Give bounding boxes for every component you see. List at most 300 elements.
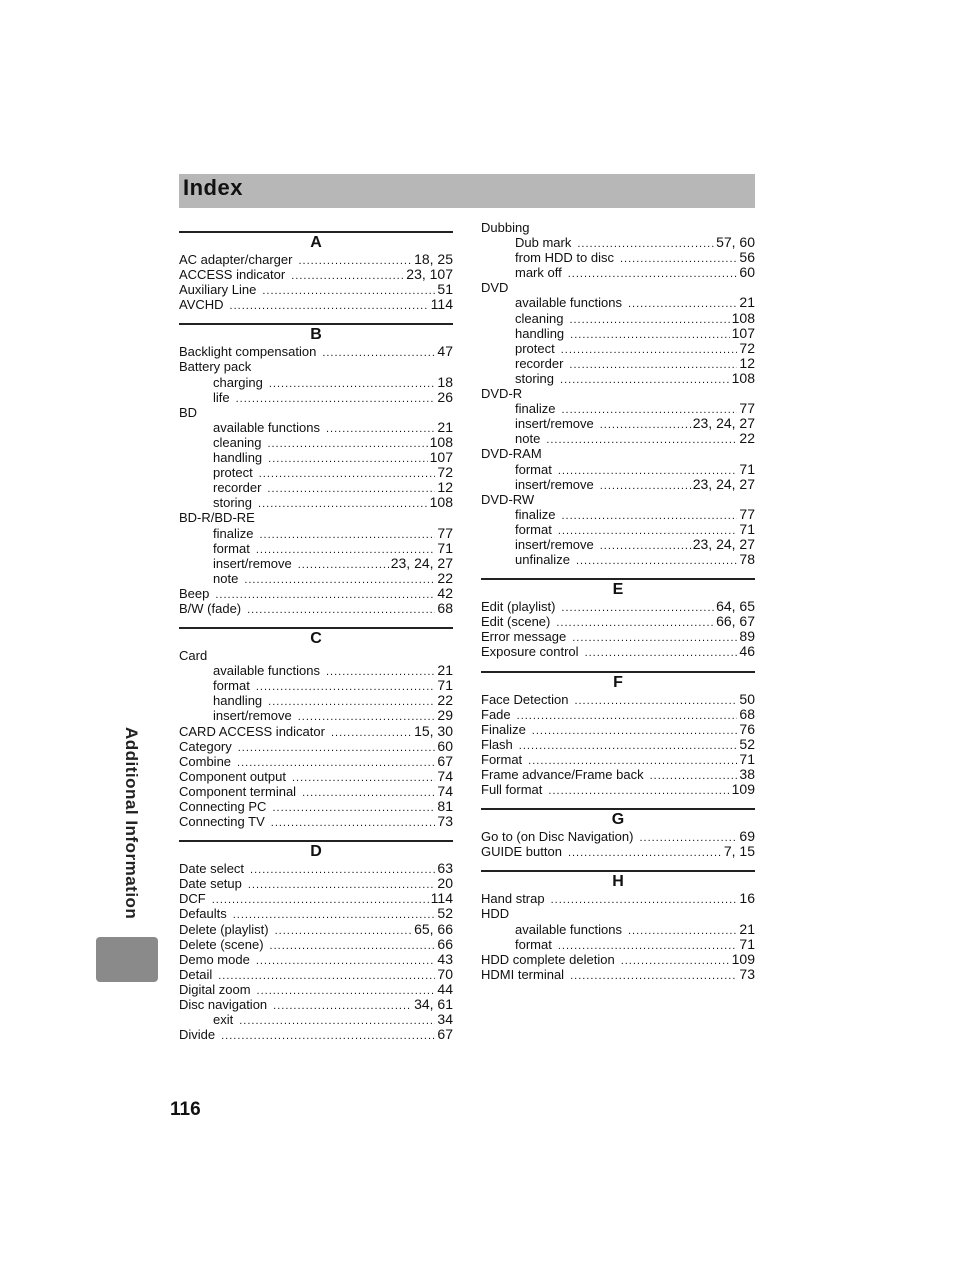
entry-label: Delete (scene) (179, 936, 264, 952)
index-subentry (179, 663, 453, 678)
entry-label: insert/remove (515, 476, 594, 492)
entry-page-ref: 73 (739, 965, 755, 982)
index-subentry (481, 552, 755, 567)
index-subentry (179, 390, 453, 405)
index-entry (179, 739, 453, 754)
entry-label: storing (515, 370, 555, 386)
entry-label: Date setup (179, 876, 242, 892)
entry-label: Format (481, 751, 523, 767)
index-subentry (179, 1012, 453, 1027)
index-subentry (481, 431, 755, 446)
entry-page-ref: 16 (739, 890, 755, 907)
dot-leader (212, 893, 429, 908)
index-entry (179, 922, 453, 937)
entry-label: Demo mode (179, 951, 250, 967)
dot-leader (568, 846, 722, 861)
entry-page-ref: 107 (731, 324, 755, 341)
index-subentry (481, 522, 755, 537)
entry-label: finalize (515, 401, 556, 417)
entry-label: Divide (179, 1027, 216, 1043)
dot-leader (247, 603, 435, 618)
index-entry (179, 724, 453, 739)
entry-label: life (213, 389, 230, 405)
index-entry (179, 769, 453, 784)
entry-label: insert/remove (515, 416, 594, 432)
dot-leader (221, 1029, 435, 1044)
entry-page-ref: 42 (437, 584, 453, 601)
entry-label: Edit (playlist) (481, 599, 556, 615)
index-subentry (481, 416, 755, 431)
entry-page-ref: 21 (437, 418, 453, 435)
dot-leader (262, 284, 435, 299)
entry-page-ref: 67 (437, 1026, 453, 1043)
entry-page-ref: 64, 65 (716, 598, 755, 615)
dot-leader (322, 346, 435, 361)
entry-label: Digital zoom (179, 981, 251, 997)
index-subentry (481, 295, 755, 310)
entry-page-ref: 26 (437, 388, 453, 405)
dot-leader (639, 831, 737, 846)
index-group-heading: HDD (481, 906, 510, 922)
entry-label: Auxiliary Line (179, 282, 257, 298)
entry-label: mark off (515, 265, 562, 281)
entry-page-ref: 108 (429, 494, 453, 511)
dot-leader (258, 497, 428, 512)
entry-label: Full format (481, 782, 543, 798)
index-subentry (179, 450, 453, 465)
index-subentry (481, 937, 755, 952)
index-subentry (179, 435, 453, 450)
index-section (481, 578, 755, 659)
index-subentry (179, 375, 453, 390)
index-entry (179, 982, 453, 997)
dot-leader (621, 954, 730, 969)
entry-page-ref: 77 (437, 524, 453, 541)
index-subentry (481, 477, 755, 492)
entry-label: Component terminal (179, 783, 297, 799)
entry-label: DCF (179, 891, 206, 907)
entry-page-ref: 71 (739, 520, 755, 537)
entry-label: Exposure control (481, 644, 579, 660)
entry-label: insert/remove (213, 555, 292, 571)
entry-label: Beep (179, 585, 210, 601)
entry-page-ref: 108 (731, 309, 755, 326)
dot-leader (248, 878, 436, 893)
entry-page-ref: 34 (437, 1011, 453, 1028)
entry-page-ref: 72 (437, 464, 453, 481)
index-group-heading: DVD-RW (481, 491, 535, 507)
dot-leader (561, 601, 714, 616)
index-subentry (179, 693, 453, 708)
entry-label: Connecting PC (179, 799, 267, 814)
index-entry (179, 799, 453, 814)
index-entry (179, 861, 453, 876)
dot-leader (585, 646, 738, 661)
entry-page-ref: 7, 15 (723, 843, 755, 860)
index-entry (481, 782, 755, 797)
section-letter-heading: G (481, 808, 755, 829)
entry-label: Fade (481, 706, 511, 722)
index-entry (481, 644, 755, 659)
entry-page-ref: 74 (437, 767, 453, 784)
dot-leader (561, 509, 737, 524)
dot-leader (257, 984, 436, 999)
entry-page-ref: 66 (437, 935, 453, 952)
entry-label: handling (213, 693, 263, 709)
index-subentry (481, 922, 755, 937)
section-letter-heading: A (179, 231, 453, 252)
index-section (179, 323, 453, 616)
entry-label: protect (213, 465, 253, 481)
entry-label: B/W (fade) (179, 600, 242, 616)
entry-label: Error message (481, 629, 567, 645)
entry-page-ref: 38 (739, 766, 755, 782)
dot-leader (215, 588, 435, 603)
index-entry (179, 1027, 453, 1042)
entry-page-ref: 108 (429, 433, 453, 450)
index-entry (179, 297, 453, 312)
entry-label: handling (515, 325, 565, 341)
dot-leader (236, 392, 436, 407)
index-entry (481, 844, 755, 859)
index-entry (179, 937, 453, 952)
entry-label: handling (213, 450, 263, 466)
entry-label: AVCHD (179, 297, 224, 313)
entry-page-ref: 18, 25 (414, 251, 453, 267)
index-subentry (481, 235, 755, 250)
entry-page-ref: 23, 24, 27 (390, 554, 453, 571)
dot-leader (256, 680, 436, 695)
entry-page-ref: 107 (429, 449, 453, 466)
entry-label: GUIDE button (481, 844, 562, 860)
entry-label: cleaning (213, 434, 262, 450)
index-subentry (179, 708, 453, 723)
entry-page-ref: 23, 107 (406, 266, 453, 283)
index-entry (481, 629, 755, 644)
entry-label: Disc navigation (179, 997, 268, 1013)
entry-page-ref: 109 (731, 950, 755, 967)
index-subentry (481, 537, 755, 552)
entry-label: finalize (213, 525, 254, 541)
entry-label: Category (179, 738, 232, 754)
entry-label: Hand strap (481, 891, 545, 907)
entry-page-ref: 34, 61 (414, 996, 453, 1013)
index-section (481, 220, 755, 567)
index-title-bar (179, 174, 755, 208)
entry-label: Flash (481, 736, 513, 752)
dot-leader (326, 422, 435, 437)
entry-label: charging (213, 374, 263, 390)
index-entry (179, 891, 453, 906)
index-entry (481, 692, 755, 707)
entry-label: storing (213, 495, 253, 511)
entry-page-ref: 60 (437, 737, 453, 754)
index-entry (481, 952, 755, 967)
dot-leader (230, 299, 429, 314)
entry-page-ref: 71 (739, 935, 755, 952)
dot-leader (569, 358, 737, 373)
entry-page-ref: 12 (437, 479, 453, 496)
dot-leader (628, 297, 737, 312)
entry-page-ref: 63 (437, 860, 453, 877)
dot-leader (650, 769, 738, 784)
entry-label: format (515, 936, 552, 952)
index-subentry (481, 250, 755, 265)
dot-leader (256, 954, 436, 969)
entry-label: protect (515, 340, 555, 356)
entry-label: Delete (playlist) (179, 921, 269, 937)
entry-page-ref: 114 (430, 890, 453, 907)
dot-leader (556, 616, 714, 631)
index-subentry (179, 571, 453, 586)
dot-leader (568, 267, 738, 282)
entry-page-ref: 60 (739, 264, 755, 281)
index-group-heading: DVD-RAM (481, 446, 542, 462)
page-title: Index (183, 175, 243, 200)
index-section (179, 231, 453, 312)
entry-page-ref: 23, 24, 27 (692, 535, 755, 552)
section-tab-marker (96, 937, 158, 982)
entry-page-ref: 57, 60 (716, 234, 755, 251)
entry-label: Dub mark (515, 235, 572, 251)
dot-leader (298, 558, 389, 573)
index-group-heading: BD (179, 404, 198, 420)
entry-label: available functions (213, 663, 320, 679)
index-subentry (481, 401, 755, 416)
dot-leader (574, 694, 737, 709)
dot-leader (267, 437, 427, 452)
dot-leader (239, 1014, 435, 1029)
index-section (179, 840, 453, 1042)
dot-leader (570, 969, 737, 984)
index-entry (179, 814, 453, 829)
index-section (481, 870, 755, 982)
entry-page-ref: 21 (739, 920, 755, 937)
entry-page-ref: 109 (731, 781, 755, 798)
dot-leader (275, 924, 412, 939)
section-letter-heading: B (179, 323, 453, 344)
section-letter-heading: F (481, 671, 755, 692)
index-entry (179, 586, 453, 601)
dot-leader (326, 665, 435, 680)
entry-page-ref: 23, 24, 27 (692, 475, 755, 492)
index-entry (179, 601, 453, 616)
index-group-heading: Battery pack (179, 359, 252, 375)
index-subentry (179, 526, 453, 541)
dot-leader (600, 539, 691, 554)
entry-page-ref: 21 (437, 662, 453, 679)
entry-label: Date select (179, 861, 245, 877)
section-letter-heading: E (481, 578, 755, 599)
index-entry (179, 267, 453, 282)
index-entry (481, 752, 755, 767)
entry-page-ref: 73 (437, 813, 453, 830)
entry-label: recorder (515, 355, 564, 371)
index-entry (179, 997, 453, 1012)
dot-leader (272, 801, 435, 816)
index-subentry (481, 311, 755, 326)
entry-label: AC adapter/charger (179, 252, 293, 267)
dot-leader (269, 377, 436, 392)
dot-leader (569, 313, 729, 328)
dot-leader (561, 343, 738, 358)
dot-leader (546, 433, 737, 448)
index-entry (481, 707, 755, 722)
index-column-left (179, 220, 453, 1042)
dot-leader (517, 709, 738, 724)
dot-leader (259, 467, 436, 482)
dot-leader (572, 631, 737, 646)
index-subentry (481, 371, 755, 386)
entry-page-ref: 21 (739, 294, 755, 311)
entry-label: available functions (515, 921, 622, 937)
index-entry (179, 344, 453, 359)
entry-page-ref: 76 (739, 720, 755, 737)
entry-label: Defaults (179, 906, 227, 922)
entry-page-ref: 66, 67 (716, 613, 755, 630)
index-entry (481, 722, 755, 737)
entry-page-ref: 71 (437, 677, 453, 694)
entry-page-ref: 56 (739, 249, 755, 266)
entry-page-ref: 68 (437, 599, 453, 616)
entry-label: Frame advance/Frame back (481, 767, 644, 782)
section-letter-heading: H (481, 870, 755, 891)
entry-label: finalize (515, 506, 556, 522)
entry-label: HDMI terminal (481, 966, 565, 982)
entry-label: Backlight compensation (179, 344, 317, 360)
dot-leader (271, 816, 436, 831)
section-letter-heading: C (179, 627, 453, 648)
entry-page-ref: 22 (437, 692, 453, 709)
index-subentry (481, 356, 755, 371)
dot-leader (298, 254, 412, 269)
entry-label: ACCESS indicator (179, 267, 286, 283)
dot-leader (238, 741, 436, 756)
entry-label: format (213, 678, 250, 694)
entry-page-ref: 22 (739, 430, 755, 447)
index-group-heading: Dubbing (481, 220, 530, 235)
entry-page-ref: 29 (437, 707, 453, 724)
entry-label: cleaning (515, 310, 564, 326)
entry-page-ref: 44 (437, 980, 453, 997)
dot-leader (270, 939, 436, 954)
entry-page-ref: 68 (739, 705, 755, 722)
entry-page-ref: 47 (437, 343, 453, 360)
entry-page-ref: 43 (437, 950, 453, 967)
index-entry (481, 829, 755, 844)
entry-page-ref: 81 (437, 798, 453, 814)
dot-leader (628, 924, 737, 939)
dot-leader (519, 739, 738, 754)
dot-leader (250, 863, 435, 878)
entry-label: Edit (scene) (481, 614, 551, 630)
entry-page-ref: 15, 30 (414, 722, 453, 739)
dot-leader (244, 573, 435, 588)
index-entry (179, 282, 453, 297)
entry-page-ref: 65, 66 (414, 920, 453, 937)
entry-page-ref: 70 (437, 965, 453, 982)
entry-label: insert/remove (213, 708, 292, 724)
entry-label: available functions (213, 419, 320, 435)
index-subentry (179, 465, 453, 480)
index-entry (179, 784, 453, 799)
index-subentry (481, 507, 755, 522)
index-column-right (481, 220, 755, 982)
entry-label: Connecting TV (179, 814, 265, 830)
entry-label: format (515, 521, 552, 537)
entry-label: Finalize (481, 721, 526, 737)
entry-page-ref: 69 (739, 828, 755, 845)
entry-label: exit (213, 1012, 234, 1028)
entry-page-ref: 50 (739, 690, 755, 707)
entry-label: recorder (213, 480, 262, 496)
index-subentry (179, 541, 453, 556)
entry-label: note (515, 431, 541, 447)
dot-leader (620, 252, 737, 267)
index-subentry (481, 265, 755, 280)
dot-leader (292, 771, 435, 786)
index-entry (179, 252, 453, 267)
entry-label: HDD complete deletion (481, 951, 615, 967)
dot-leader (267, 482, 435, 497)
index-subentry (179, 556, 453, 571)
index-entry (481, 599, 755, 614)
section-letter-heading: D (179, 840, 453, 861)
entry-label: CARD ACCESS indicator (179, 723, 325, 739)
index-group-heading: DVD (481, 280, 509, 296)
entry-page-ref: 51 (437, 281, 453, 298)
page-number: 116 (170, 1099, 201, 1120)
dot-leader (560, 373, 730, 388)
entry-page-ref: 52 (739, 735, 755, 752)
entry-page-ref: 71 (437, 539, 453, 556)
index-group-heading: BD-R/BD-RE (179, 510, 255, 526)
index-entry (481, 967, 755, 982)
dot-leader (600, 479, 691, 494)
index-section (481, 808, 755, 859)
entry-page-ref: 22 (437, 569, 453, 586)
dot-leader (302, 786, 435, 801)
dot-leader (291, 269, 404, 284)
entry-page-ref: 52 (437, 905, 453, 922)
entry-page-ref: 74 (437, 782, 453, 799)
dot-leader (551, 893, 738, 908)
dot-leader (548, 784, 729, 799)
index-entry (481, 614, 755, 629)
index-subentry (179, 678, 453, 693)
entry-page-ref: 46 (739, 643, 755, 660)
index-entry (179, 876, 453, 891)
dot-leader (268, 452, 427, 467)
dot-leader (218, 969, 435, 984)
index-entry (481, 737, 755, 752)
entry-label: from HDD to disc (515, 250, 614, 266)
entry-page-ref: 78 (739, 551, 755, 568)
entry-label: format (515, 461, 552, 477)
entry-label: available functions (515, 295, 622, 311)
entry-label: Face Detection (481, 691, 569, 707)
index-subentry (179, 495, 453, 510)
index-group-heading: DVD-R (481, 386, 523, 402)
entry-page-ref: 89 (739, 628, 755, 645)
index-subentry (179, 420, 453, 435)
index-section (481, 671, 755, 798)
index-entry (179, 967, 453, 982)
entry-page-ref: 77 (739, 400, 755, 417)
section-side-label: Additional Information (122, 727, 141, 920)
dot-leader (532, 724, 738, 739)
entry-page-ref: 12 (739, 354, 755, 371)
